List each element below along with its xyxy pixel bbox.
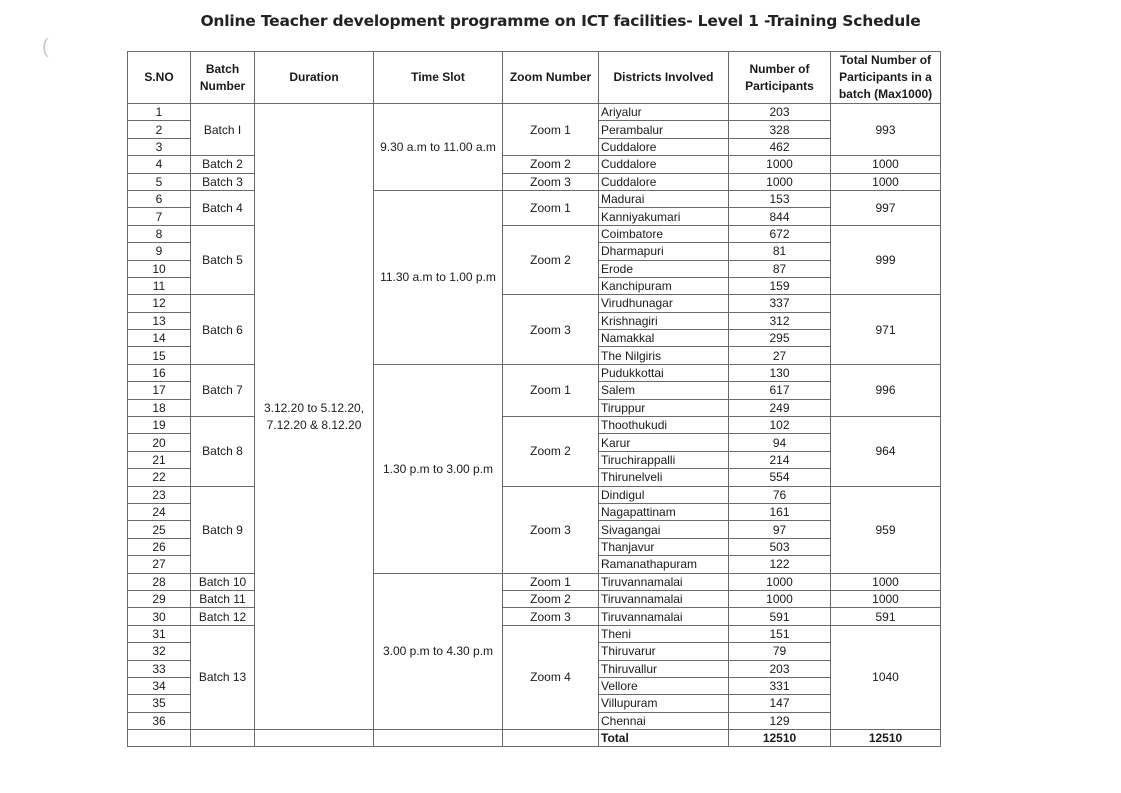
participants-cell: 337 — [729, 295, 831, 312]
table-row — [128, 156, 941, 173]
col-header-districts: Districts Involved — [599, 52, 729, 104]
batch-total-cell: 1000 — [831, 590, 941, 607]
training-schedule-table — [127, 51, 941, 747]
district-cell: Sivagangai — [599, 521, 729, 538]
batch-total-cell: 999 — [831, 225, 941, 295]
zoom-number-cell: Zoom 1 — [503, 190, 599, 225]
table-row — [128, 573, 941, 590]
table-row — [128, 625, 941, 642]
sno-cell: 19 — [128, 417, 191, 434]
district-cell: Krishnagiri — [599, 312, 729, 329]
sno-cell: 12 — [128, 295, 191, 312]
district-cell: Cuddalore — [599, 173, 729, 190]
district-cell: Tiruvannamalai — [599, 573, 729, 590]
participants-cell: 312 — [729, 312, 831, 329]
sno-cell: 22 — [128, 469, 191, 486]
table-row — [128, 364, 941, 381]
district-cell: Namakkal — [599, 330, 729, 347]
participants-cell: 151 — [729, 625, 831, 642]
batch-total-cell: 964 — [831, 417, 941, 487]
district-cell: Thirunelveli — [599, 469, 729, 486]
participants-cell: 1000 — [729, 156, 831, 173]
col-header-participants: Number of Participants — [729, 52, 831, 104]
batch-total-cell: 1040 — [831, 625, 941, 729]
district-cell: Dharmapuri — [599, 243, 729, 260]
participants-cell: 129 — [729, 712, 831, 729]
participants-cell: 617 — [729, 382, 831, 399]
district-cell: Vellore — [599, 677, 729, 694]
sno-cell: 10 — [128, 260, 191, 277]
sno-cell: 25 — [128, 521, 191, 538]
time-slot-cell: 11.30 a.m to 1.00 p.m — [374, 190, 503, 364]
participants-cell: 1000 — [729, 573, 831, 590]
batch-total-cell: 1000 — [831, 173, 941, 190]
participants-cell: 1000 — [729, 590, 831, 607]
table-row — [128, 225, 941, 242]
zoom-number-cell: Zoom 1 — [503, 573, 599, 590]
participants-cell: 591 — [729, 608, 831, 625]
batch-total-cell: 1000 — [831, 156, 941, 173]
sno-cell: 7 — [128, 208, 191, 225]
district-cell: Thanjavur — [599, 538, 729, 555]
district-cell: Cuddalore — [599, 156, 729, 173]
batch-number-cell: Batch 2 — [191, 156, 255, 173]
sno-cell: 2 — [128, 121, 191, 138]
district-cell: Tiruvannamalai — [599, 608, 729, 625]
sno-cell: 31 — [128, 625, 191, 642]
table-header-row — [128, 52, 941, 104]
time-slot-cell: 3.00 p.m to 4.30 p.m — [374, 573, 503, 730]
sno-cell: 29 — [128, 590, 191, 607]
participants-cell: 331 — [729, 677, 831, 694]
zoom-number-cell: Zoom 3 — [503, 486, 599, 573]
time-slot-cell: 9.30 a.m to 11.00 a.m — [374, 104, 503, 191]
sno-cell: 6 — [128, 190, 191, 207]
total-empty-timeslot — [374, 730, 503, 747]
sno-cell: 16 — [128, 364, 191, 381]
participants-cell: 94 — [729, 434, 831, 451]
district-cell: Ariyalur — [599, 104, 729, 121]
col-header-batch-total: Total Number of Participants in a batch (Max1000) — [831, 52, 941, 104]
participants-cell: 672 — [729, 225, 831, 242]
sno-cell: 32 — [128, 643, 191, 660]
batch-total-cell: 959 — [831, 486, 941, 573]
sno-cell: 34 — [128, 677, 191, 694]
district-cell: Madurai — [599, 190, 729, 207]
sno-cell: 27 — [128, 556, 191, 573]
table-row — [128, 590, 941, 607]
duration-cell: 3.12.20 to 5.12.20, 7.12.20 & 8.12.20 — [255, 104, 374, 730]
zoom-number-cell: Zoom 3 — [503, 295, 599, 365]
participants-cell: 214 — [729, 451, 831, 468]
zoom-number-cell: Zoom 2 — [503, 417, 599, 487]
participants-cell: 79 — [729, 643, 831, 660]
district-cell: Thiruvallur — [599, 660, 729, 677]
time-slot-cell: 1.30 p.m to 3.00 p.m — [374, 364, 503, 573]
sno-cell: 9 — [128, 243, 191, 260]
sno-cell: 15 — [128, 347, 191, 364]
participants-cell: 122 — [729, 556, 831, 573]
table-row — [128, 608, 941, 625]
sno-cell: 30 — [128, 608, 191, 625]
participants-cell: 328 — [729, 121, 831, 138]
sno-cell: 5 — [128, 173, 191, 190]
district-cell: Tiruchirappalli — [599, 451, 729, 468]
total-batch-participants: 12510 — [831, 730, 941, 747]
table-body — [128, 104, 941, 730]
district-cell: Virudhunagar — [599, 295, 729, 312]
sno-cell: 26 — [128, 538, 191, 555]
district-cell: Pudukkottai — [599, 364, 729, 381]
batch-number-cell: Batch 3 — [191, 173, 255, 190]
participants-cell: 159 — [729, 277, 831, 294]
participants-cell: 1000 — [729, 173, 831, 190]
participants-cell: 203 — [729, 104, 831, 121]
batch-number-cell: Batch 4 — [191, 190, 255, 225]
sno-cell: 24 — [128, 503, 191, 520]
district-cell: Dindigul — [599, 486, 729, 503]
table-row — [128, 417, 941, 434]
document-title: Online Teacher development programme on ICT facilities- Level 1 -Training Schedule — [200, 12, 921, 30]
district-cell: Theni — [599, 625, 729, 642]
sno-cell: 20 — [128, 434, 191, 451]
table-row — [128, 173, 941, 190]
district-cell: Coimbatore — [599, 225, 729, 242]
batch-total-cell: 591 — [831, 608, 941, 625]
district-cell: Thiruvarur — [599, 643, 729, 660]
total-row — [128, 730, 941, 747]
participants-cell: 87 — [729, 260, 831, 277]
sno-cell: 23 — [128, 486, 191, 503]
zoom-number-cell: Zoom 3 — [503, 173, 599, 190]
participants-cell: 295 — [729, 330, 831, 347]
district-cell: Thoothukudi — [599, 417, 729, 434]
batch-total-cell: 993 — [831, 104, 941, 156]
col-header-duration: Duration — [255, 52, 374, 104]
batch-number-cell: Batch 6 — [191, 295, 255, 365]
participants-cell: 161 — [729, 503, 831, 520]
sno-cell: 13 — [128, 312, 191, 329]
batch-number-cell: Batch 7 — [191, 364, 255, 416]
batch-number-cell: Batch 12 — [191, 608, 255, 625]
sno-cell: 18 — [128, 399, 191, 416]
sno-cell: 4 — [128, 156, 191, 173]
col-header-timeslot: Time Slot — [374, 52, 503, 104]
participants-cell: 130 — [729, 364, 831, 381]
participants-cell: 844 — [729, 208, 831, 225]
participants-cell: 147 — [729, 695, 831, 712]
table-row — [128, 486, 941, 503]
district-cell: Chennai — [599, 712, 729, 729]
participants-cell: 554 — [729, 469, 831, 486]
sno-cell: 35 — [128, 695, 191, 712]
district-cell: Perambalur — [599, 121, 729, 138]
sno-cell: 36 — [128, 712, 191, 729]
participants-cell: 81 — [729, 243, 831, 260]
sno-cell: 14 — [128, 330, 191, 347]
batch-number-cell: Batch 8 — [191, 417, 255, 487]
sno-cell: 21 — [128, 451, 191, 468]
batch-number-cell: Batch 9 — [191, 486, 255, 573]
sno-cell: 28 — [128, 573, 191, 590]
zoom-number-cell: Zoom 4 — [503, 625, 599, 729]
district-cell: Kanniyakumari — [599, 208, 729, 225]
total-participants: 12510 — [729, 730, 831, 747]
batch-number-cell: Batch 10 — [191, 573, 255, 590]
total-label: Total — [599, 730, 729, 747]
batch-total-cell: 997 — [831, 190, 941, 225]
col-header-batch: Batch Number — [191, 52, 255, 104]
table-row — [128, 190, 941, 207]
total-empty-duration — [255, 730, 374, 747]
batch-number-cell: Batch 13 — [191, 625, 255, 729]
sno-cell: 8 — [128, 225, 191, 242]
district-cell: Kanchipuram — [599, 277, 729, 294]
table-row — [128, 295, 941, 312]
participants-cell: 76 — [729, 486, 831, 503]
scan-artifact-mark: ( — [42, 36, 49, 58]
district-cell: Salem — [599, 382, 729, 399]
participants-cell: 203 — [729, 660, 831, 677]
zoom-number-cell: Zoom 1 — [503, 364, 599, 416]
sno-cell: 11 — [128, 277, 191, 294]
sno-cell: 1 — [128, 104, 191, 121]
sno-cell: 3 — [128, 138, 191, 155]
table-row — [128, 104, 941, 121]
district-cell: Nagapattinam — [599, 503, 729, 520]
participants-cell: 503 — [729, 538, 831, 555]
batch-total-cell: 996 — [831, 364, 941, 416]
participants-cell: 27 — [729, 347, 831, 364]
col-header-zoom: Zoom Number — [503, 52, 599, 104]
participants-cell: 97 — [729, 521, 831, 538]
zoom-number-cell: Zoom 2 — [503, 590, 599, 607]
participants-cell: 249 — [729, 399, 831, 416]
participants-cell: 462 — [729, 138, 831, 155]
batch-number-cell: Batch 11 — [191, 590, 255, 607]
participants-cell: 153 — [729, 190, 831, 207]
district-cell: Karur — [599, 434, 729, 451]
district-cell: Tiruvannamalai — [599, 590, 729, 607]
district-cell: The Nilgiris — [599, 347, 729, 364]
col-header-sno: S.NO — [128, 52, 191, 104]
batch-total-cell: 971 — [831, 295, 941, 365]
participants-cell: 102 — [729, 417, 831, 434]
total-empty-zoom — [503, 730, 599, 747]
zoom-number-cell: Zoom 1 — [503, 104, 599, 156]
batch-number-cell: Batch 5 — [191, 225, 255, 295]
sno-cell: 17 — [128, 382, 191, 399]
total-empty-sno — [128, 730, 191, 747]
district-cell: Ramanathapuram — [599, 556, 729, 573]
district-cell: Villupuram — [599, 695, 729, 712]
district-cell: Cuddalore — [599, 138, 729, 155]
district-cell: Tiruppur — [599, 399, 729, 416]
zoom-number-cell: Zoom 3 — [503, 608, 599, 625]
district-cell: Erode — [599, 260, 729, 277]
batch-total-cell: 1000 — [831, 573, 941, 590]
sno-cell: 33 — [128, 660, 191, 677]
total-empty-batch — [191, 730, 255, 747]
zoom-number-cell: Zoom 2 — [503, 156, 599, 173]
zoom-number-cell: Zoom 2 — [503, 225, 599, 295]
batch-number-cell: Batch I — [191, 104, 255, 156]
